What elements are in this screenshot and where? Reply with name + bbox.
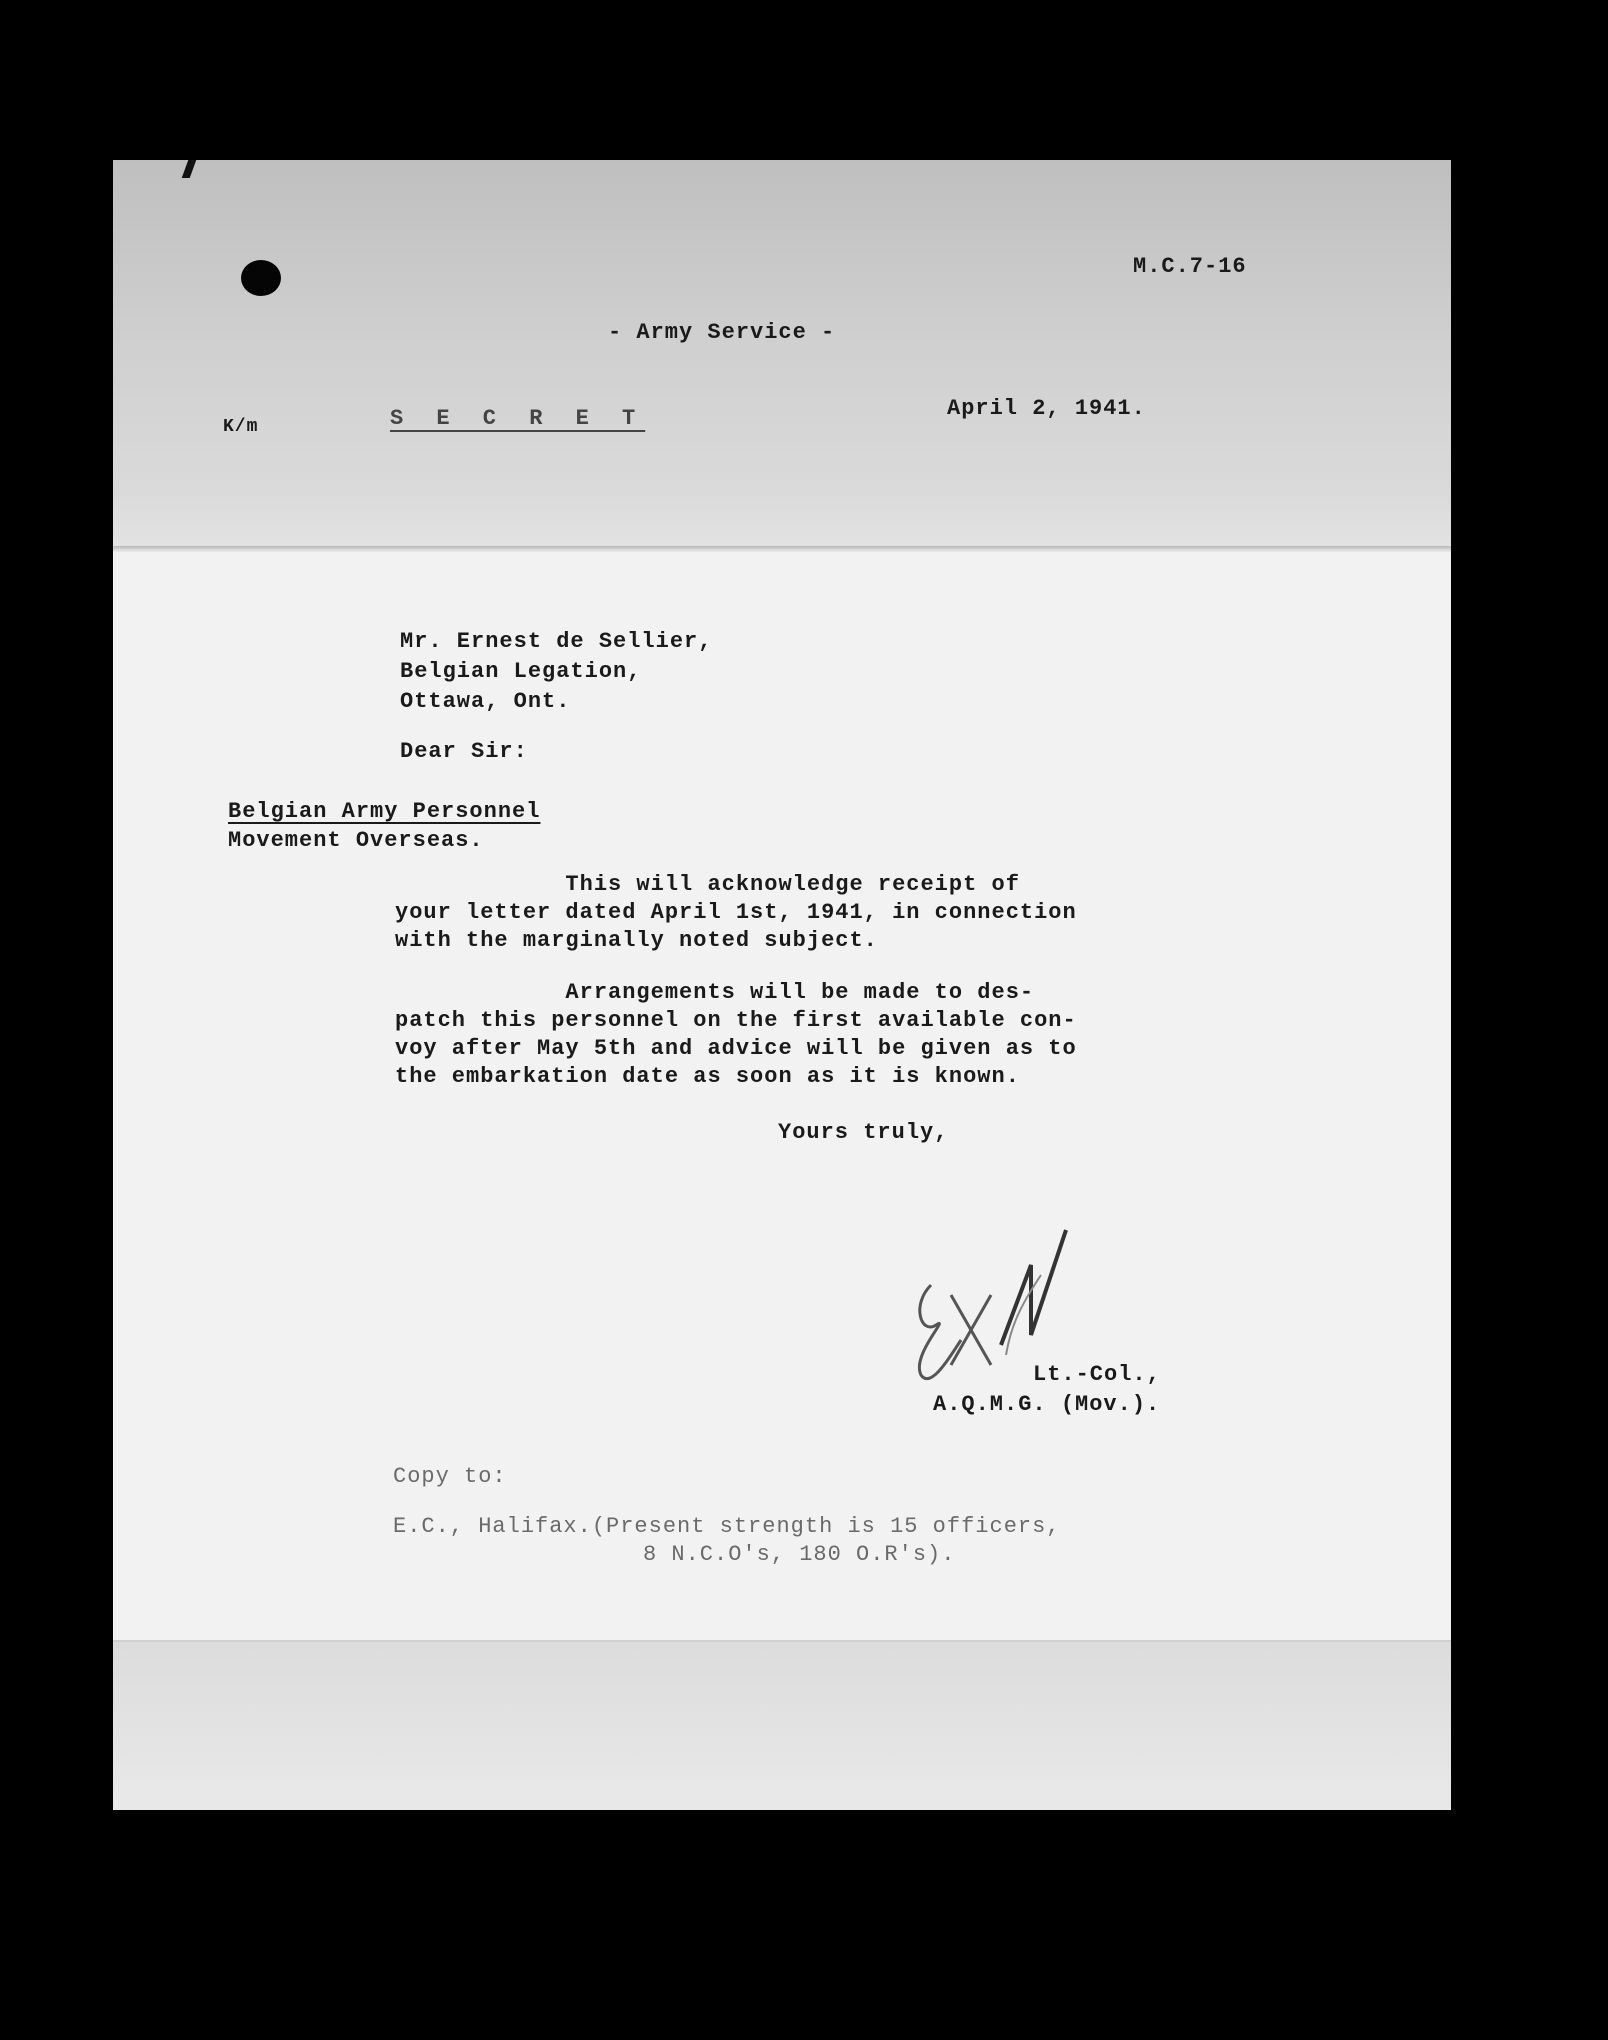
recipient-organization: Belgian Legation, [400,659,642,684]
letterhead-shading [113,160,1451,550]
copy-to-label: Copy to: [393,1464,507,1489]
body-line: Arrangements will be made to des- [395,980,1035,1005]
body-line: voy after May 5th and advice will be given as to [395,1036,1077,1061]
body-line: your letter dated April 1st, 1941, in connection [395,900,1077,925]
service-header: - Army Service - [608,320,836,345]
recipient-city: Ottawa, Ont. [400,689,571,714]
salutation: Dear Sir: [400,739,528,764]
signatory-title: A.Q.M.G. (Mov.). [933,1392,1161,1417]
typist-initials: K/m [223,417,259,437]
signatory-rank: Lt.-Col., [1033,1362,1161,1387]
letter-page [113,160,1451,1810]
subject-line-2: Movement Overseas. [228,828,484,853]
body-line: with the marginally noted subject. [395,928,878,953]
body-line: the embarkation date as soon as it is known. [395,1064,1020,1089]
punch-hole [241,260,281,296]
file-reference: M.C.7-16 [1133,254,1247,279]
bottom-shading [113,1640,1451,1810]
classification-stamp: S E C R E T [390,406,646,431]
subject-line-1: Belgian Army Personnel [228,799,541,824]
copy-to-line-2: 8 N.C.O's, 180 O.R's). [643,1542,956,1567]
copy-to-line-1: E.C., Halifax.(Present strength is 15 officers, [393,1514,1061,1539]
body-line: This will acknowledge receipt of [395,872,1020,897]
fold-line [113,546,1451,552]
body-line: patch this personnel on the first available con- [395,1008,1077,1033]
letter-date: April 2, 1941. [947,396,1146,421]
closing: Yours truly, [778,1120,949,1145]
recipient-name: Mr. Ernest de Sellier, [400,629,713,654]
